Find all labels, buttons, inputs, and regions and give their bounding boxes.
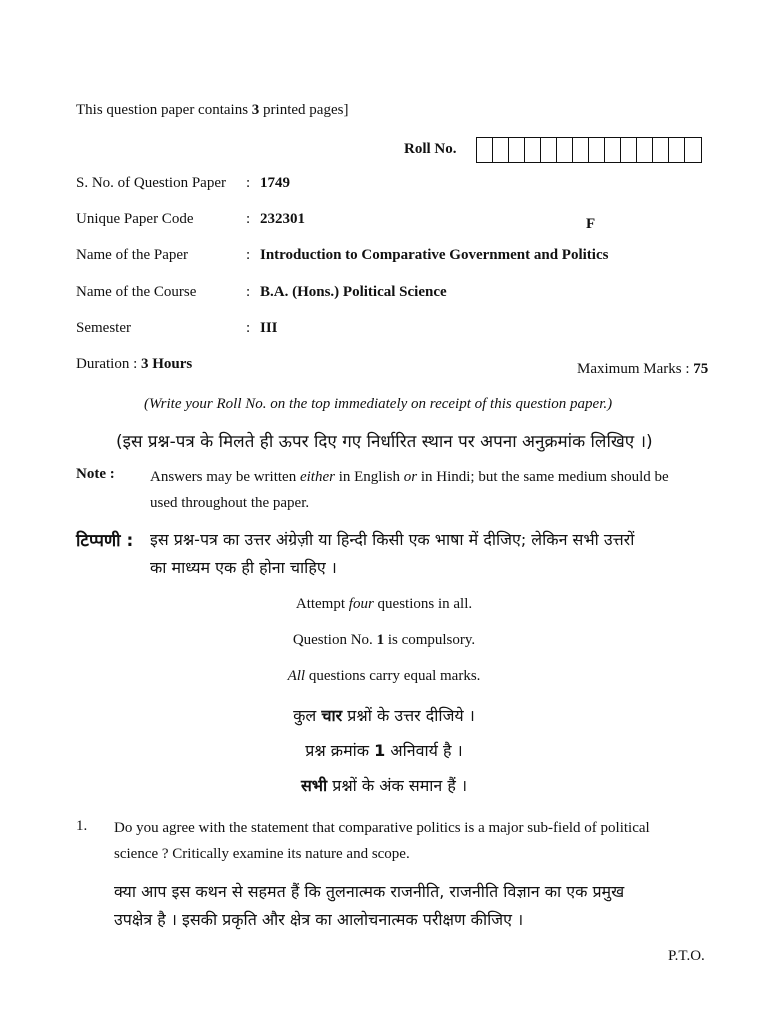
instruction-hindi: (इस प्रश्न-पत्र के मिलते ही ऊपर दिए गए निर्धारित स्थान पर अपना अनुक्रमांक लिखिए ।) [116,432,653,452]
rule-equal-english [0,668,768,685]
meta-value: 1749 [260,175,290,191]
roll-box[interactable] [477,138,493,162]
roll-box[interactable] [541,138,557,162]
rule-part: प्रश्नों के अंक समान हैं । [327,776,468,795]
meta-colon: : [246,175,251,191]
meta-label: Unique Paper Code [76,211,194,227]
roll-box[interactable] [605,138,621,162]
rule-part: अनिवार्य है । [385,741,463,760]
rule-attempt-english [0,596,768,613]
pto: P.T.O. [668,948,705,964]
tippani-text [150,526,715,582]
pages-prefix: This question paper contains [76,102,252,118]
meta-colon: : [246,284,251,300]
roll-box[interactable] [621,138,637,162]
rule-part: 1 [374,741,386,760]
note-part: Answers may be written [150,469,300,485]
set-code: F [586,216,596,232]
roll-box[interactable] [509,138,525,162]
rule-part: चार [321,706,343,725]
roll-box[interactable] [637,138,653,162]
meta-colon: : [246,247,251,263]
meta-value: Introduction to Comparative Government and Politics [260,247,609,263]
max-marks-value: 75 [693,361,709,377]
rule-part: प्रश्नों के उत्तर दीजिये । [342,706,475,725]
rule-part: questions in all. [373,596,473,612]
meta-label: Semester [76,320,131,336]
roll-box[interactable] [525,138,541,162]
max-marks [577,361,708,378]
meta-value: 232301 [260,211,305,227]
meta-value: B.A. (Hons.) Political Science [260,284,447,300]
meta-colon: : [246,211,251,227]
roll-label: Roll No. [404,141,457,157]
tippani-line-2: का माध्यम एक ही होना चाहिए । [150,558,337,577]
note-part: in Hindi; but the same medium should be [417,469,669,485]
rule-part: All [287,668,306,684]
roll-box[interactable] [573,138,589,162]
meta-value: III [260,320,278,336]
rule-part: questions carry equal marks. [305,668,481,684]
rule-part: four [348,596,374,612]
note-label: Note : [76,466,115,482]
duration-label: Duration : [76,356,141,372]
rule-part: प्रश्न क्रमांक [305,741,375,760]
note-part: either [299,469,335,485]
pages-info [76,102,348,119]
meta-label: Name of the Paper [76,247,189,263]
roll-box[interactable] [589,138,605,162]
note-line-2: used throughout the paper. [150,495,310,511]
rule-compulsory-english [0,632,768,649]
rule-equal-hindi [0,774,768,796]
pages-suffix: printed pages] [259,102,349,118]
rule-part: Question No. [292,632,377,648]
note-part: or [403,469,418,485]
instruction-english: (Write your Roll No. on the top immediately on receipt of this question paper.) [144,396,613,412]
duration-value: 3 Hours [141,356,193,372]
tippani-line-1: इस प्रश्न-पत्र का उत्तर अंग्रेज़ी या हिन्दी किसी एक भाषा में दीजिए; लेकिन सभी उत्तरों [150,530,635,549]
question-number: 1. [76,818,88,834]
max-marks-label: Maximum Marks : [577,361,694,377]
rule-part: Attempt [295,596,349,612]
pages-count: 3 [251,102,260,118]
roll-number-boxes[interactable] [476,137,702,163]
meta-label: Name of the Course [76,284,197,300]
rule-attempt-hindi [0,704,768,726]
duration [76,356,192,373]
rule-part: 1 [376,632,385,648]
roll-box[interactable] [493,138,509,162]
roll-box[interactable] [685,138,701,162]
question-english [114,815,714,867]
question-hindi [114,878,714,934]
rule-part: सभी [300,776,328,795]
rule-compulsory-hindi [0,739,768,761]
roll-box[interactable] [653,138,669,162]
question-en-line-2: science ? Critically examine its nature and scope. [114,846,410,862]
meta-label: S. No. of Question Paper [76,175,226,191]
note-text [150,464,715,516]
rule-part: is compulsory. [384,632,476,648]
meta-colon: : [246,320,251,336]
tippani-label: टिप्पणी : [76,531,134,551]
rule-part: कुल [293,706,322,725]
question-hi-line-1: क्या आप इस कथन से सहमत हैं कि तुलनात्मक राजनीति, राजनीति विज्ञान का एक प्रमुख [114,882,625,901]
roll-box[interactable] [557,138,573,162]
note-line-1 [150,464,715,490]
roll-box[interactable] [669,138,685,162]
note-part: in English [334,469,404,485]
question-hi-line-2: उपक्षेत्र है । इसकी प्रकृति और क्षेत्र का आलोचनात्मक परीक्षण कीजिए । [114,910,524,929]
question-en-line-1: Do you agree with the statement that comparative politics is a major sub-field of political [114,820,650,836]
